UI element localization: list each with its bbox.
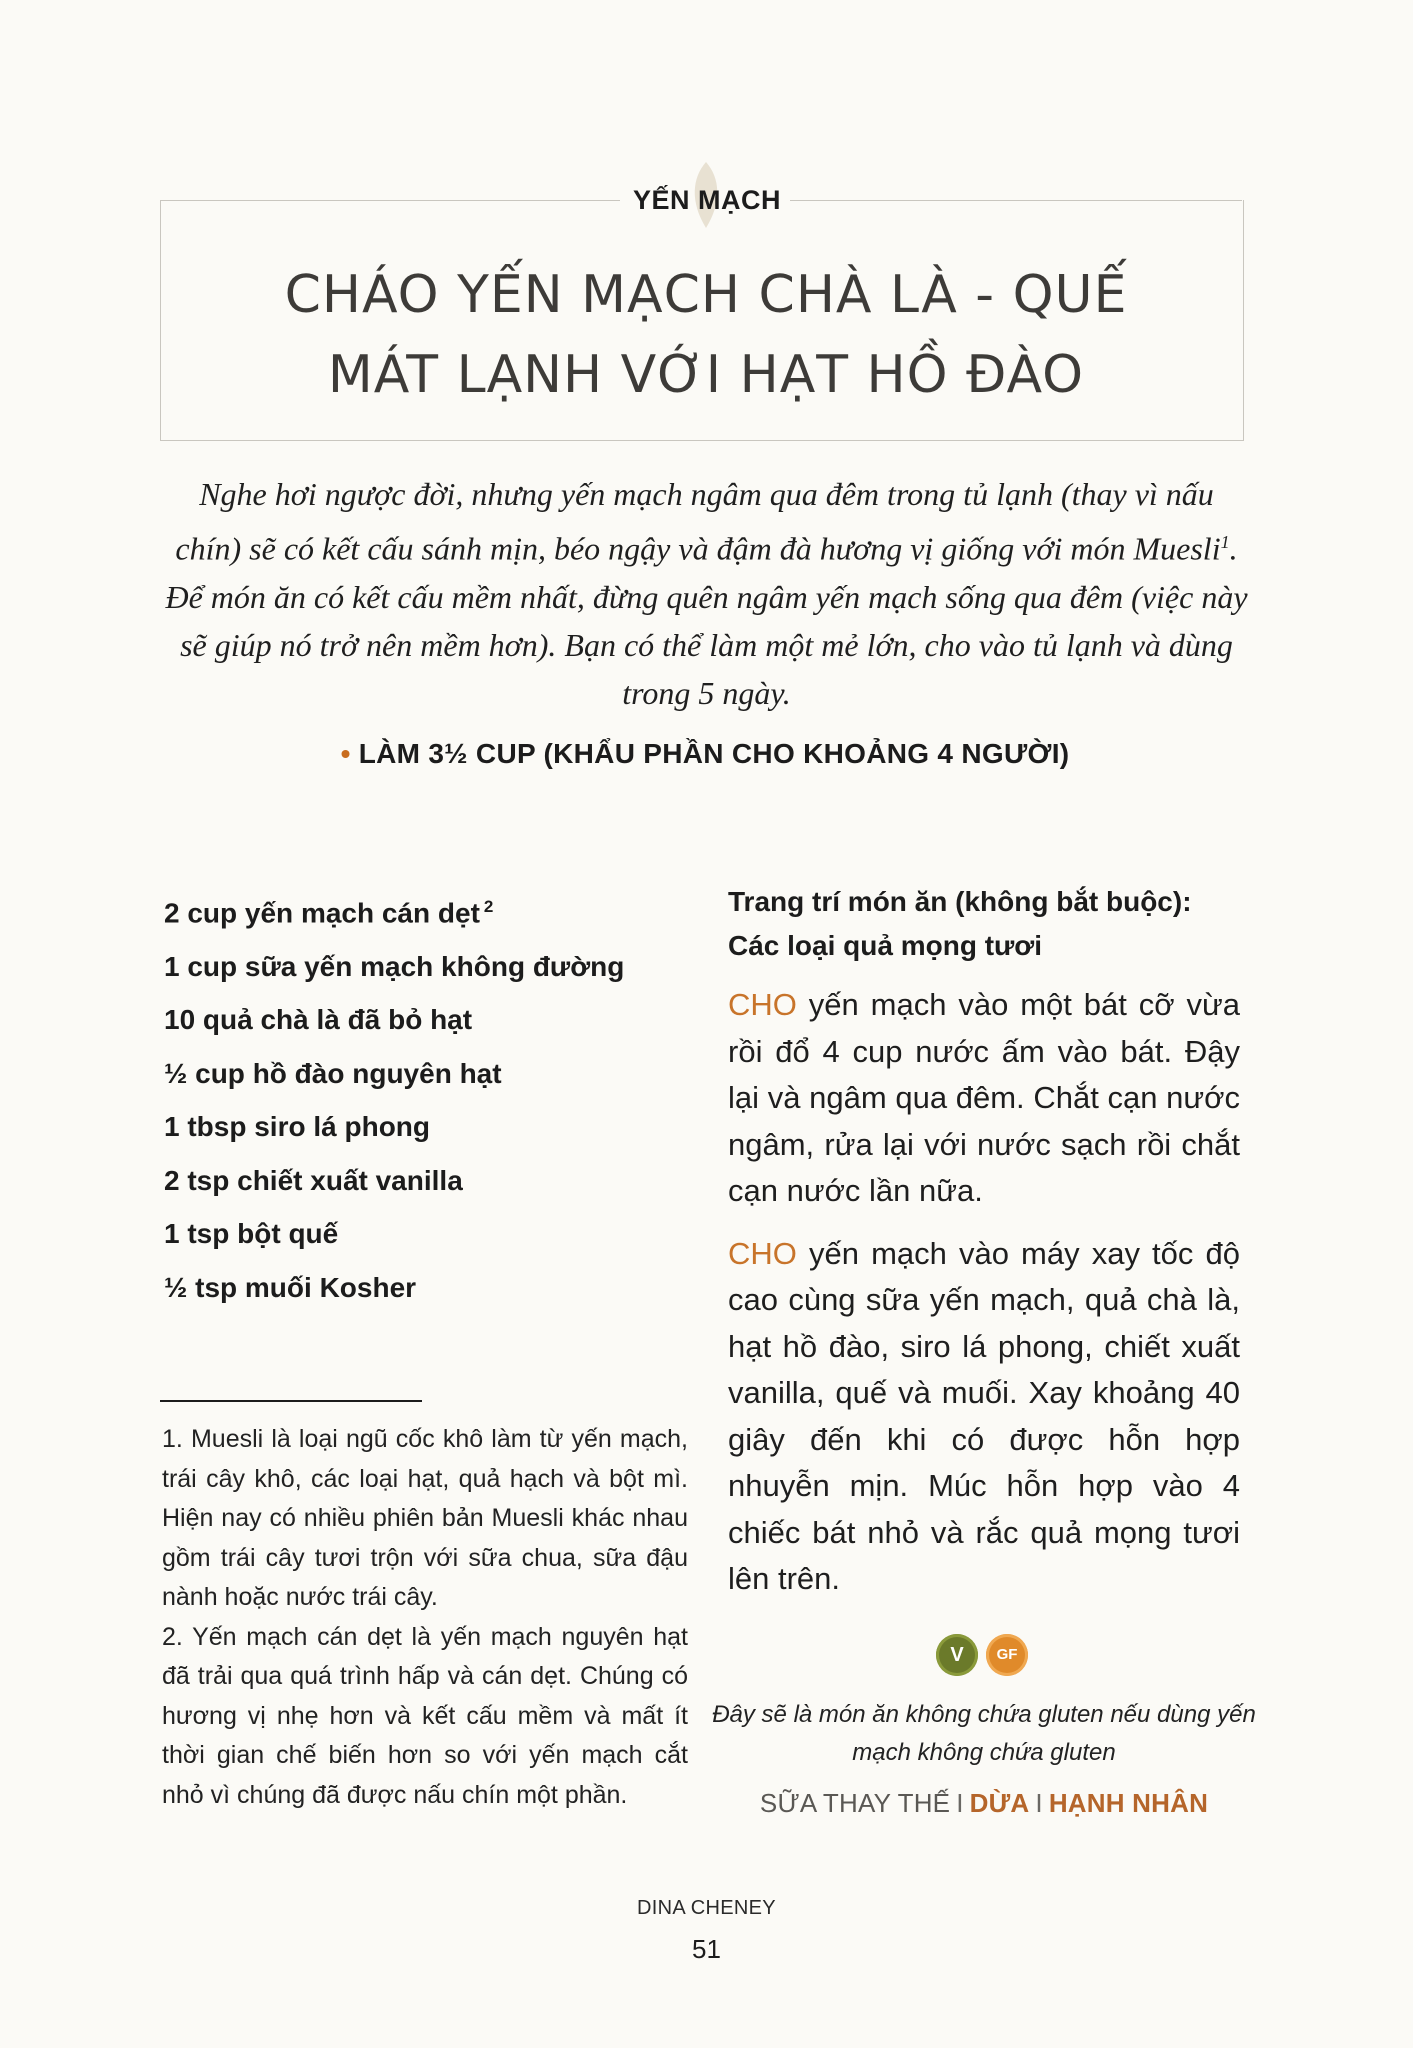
garnish-line-1: Trang trí món ăn (không bắt buộc): — [728, 886, 1192, 917]
milk-alt-separator: I — [1035, 1788, 1043, 1818]
diet-badges — [936, 1634, 1056, 1680]
footnote-2: 2. Yến mạch cán dẹt là yến mạch nguyên hạt đã trải qua quá trình hấp và cán dẹt. Chúng có hương vị nhẹ hơn và kết cấu mềm và mất ít thời gian chế biến hơn so với yến mạch cắt nhỏ vì chúng đã được nấu chín một phần. — [162, 1622, 688, 1809]
milk-alt-option: DỪA — [969, 1788, 1030, 1818]
step-text: yến mạch vào một bát cỡ vừa rồi đổ 4 cup nước ấm vào bát. Đậy lại và ngâm qua đêm. Chắt cạn nước ngâm, rửa lại với nước sạch rồi chắt cạn nước lần nữa. — [728, 987, 1240, 1208]
footnote-1: 1. Muesli là loại ngũ cốc khô làm từ yến mạch, trái cây khô, các loại hạt, quả hạch và bột mì. Hiện nay có nhiều phiên bản Muesli khác nhau gồm trái cây tươi trộn với sữa chua, sữa đậu nành hoặc nước trái cây. — [162, 1425, 688, 1611]
ingredient-item — [164, 1207, 724, 1261]
ingredient-text: ½ cup hồ đào nguyên hạt — [164, 1057, 502, 1089]
milk-alt-separator: I — [956, 1788, 964, 1818]
yield-text: LÀM 3½ CUP (KHẨU PHẦN CHO KHOẢNG 4 NGƯỜI) — [358, 738, 1070, 769]
ingredient-list — [164, 880, 724, 1314]
step-text: yến mạch vào máy xay tốc độ cao cùng sữa yến mạch, quả chà là, hạt hồ đào, siro lá phong, chiết xuất vanilla, quế và muối. Xay khoảng 40 giây đến khi có được hỗn hợp nhuyễn mịn. Múc hỗn hợp vào 4 chiếc bát nhỏ và rắc quả mọng tươi lên trên. — [728, 1235, 1240, 1596]
milk-alternatives — [700, 1788, 1268, 1819]
garnish-line-2: Các loại quả mọng tươi — [728, 930, 1042, 961]
ingredient-item — [164, 880, 724, 940]
section-label: YẾN MẠCH — [632, 185, 781, 215]
ingredient-item — [164, 993, 724, 1047]
milk-alt-option: HẠNH NHÂN — [1048, 1788, 1209, 1818]
recipe-title-line-2: MÁT LẠNH VỚI HẠT HỒ ĐÀO — [327, 345, 1085, 405]
ingredient-text: 2 cup yến mạch cán dẹt — [164, 897, 480, 929]
footnote-ref-2: 2 — [483, 897, 494, 916]
ingredient-item — [164, 1100, 724, 1154]
method-step — [728, 982, 1240, 1215]
gluten-free-note: Đây sẽ là món ăn không chứa gluten nếu dùng yến mạch không chứa gluten — [712, 1701, 1256, 1766]
ingredient-item — [164, 1261, 724, 1315]
ingredient-text: 2 tsp chiết xuất vanilla — [164, 1164, 463, 1196]
footnote-rule — [160, 1400, 422, 1402]
author-name: DINA CHENEY — [637, 1897, 776, 1919]
yield-bullet: • — [340, 738, 351, 769]
frame-top-rule-right — [790, 200, 1242, 201]
intro-text-2: . Để món ăn có kết cấu mềm nhất, đừng quên ngâm yến mạch sống qua đêm (việc này sẽ giúp nó trở nên mềm hơn). Bạn có thể làm một mẻ lớn, cho vào tủ lạnh và dùng trong 5 ngày. — [165, 530, 1248, 711]
ingredient-text: 1 tbsp siro lá phong — [164, 1111, 431, 1143]
method-step — [728, 1231, 1240, 1603]
frame-top-rule-left — [160, 200, 620, 201]
ingredient-text: 1 cup sữa yến mạch không đường — [164, 950, 625, 982]
footnote-ref-1: 1 — [1220, 532, 1230, 552]
recipe-intro — [165, 470, 1248, 717]
page-number: 51 — [692, 1934, 721, 1964]
ingredient-text: ½ tsp muối Kosher — [164, 1271, 417, 1303]
step-verb: CHO — [728, 987, 797, 1022]
ingredient-item — [164, 940, 724, 994]
gluten-free-badge-icon: GF — [986, 1634, 1028, 1676]
ingredient-text: 10 quả chà là đã bỏ hạt — [164, 1004, 473, 1036]
ingredient-item — [164, 1047, 724, 1101]
garnish-heading — [728, 880, 1240, 968]
recipe-title-line-1: CHÁO YẾN MẠCH CHÀ LÀ - QUẾ — [284, 265, 1128, 325]
ingredient-text: 1 tsp bột quế — [164, 1218, 339, 1250]
recipe-title — [200, 255, 1212, 415]
ingredient-item — [164, 1154, 724, 1208]
method-column — [728, 880, 1240, 1603]
yield-line — [160, 738, 1250, 770]
step-verb: CHO — [728, 1235, 797, 1271]
milk-alt-label: SỮA THAY THẾ — [759, 1788, 951, 1818]
footnotes — [162, 1420, 688, 1815]
vegan-badge-icon: V — [936, 1634, 978, 1676]
intro-text-1: Nghe hơi ngược đời, nhưng yến mạch ngâm qua đêm trong tủ lạnh (thay vì nấu chín) sẽ có kết cấu sánh mịn, béo ngậy và đậm đà hương vị giống với món Muesli — [175, 476, 1221, 567]
